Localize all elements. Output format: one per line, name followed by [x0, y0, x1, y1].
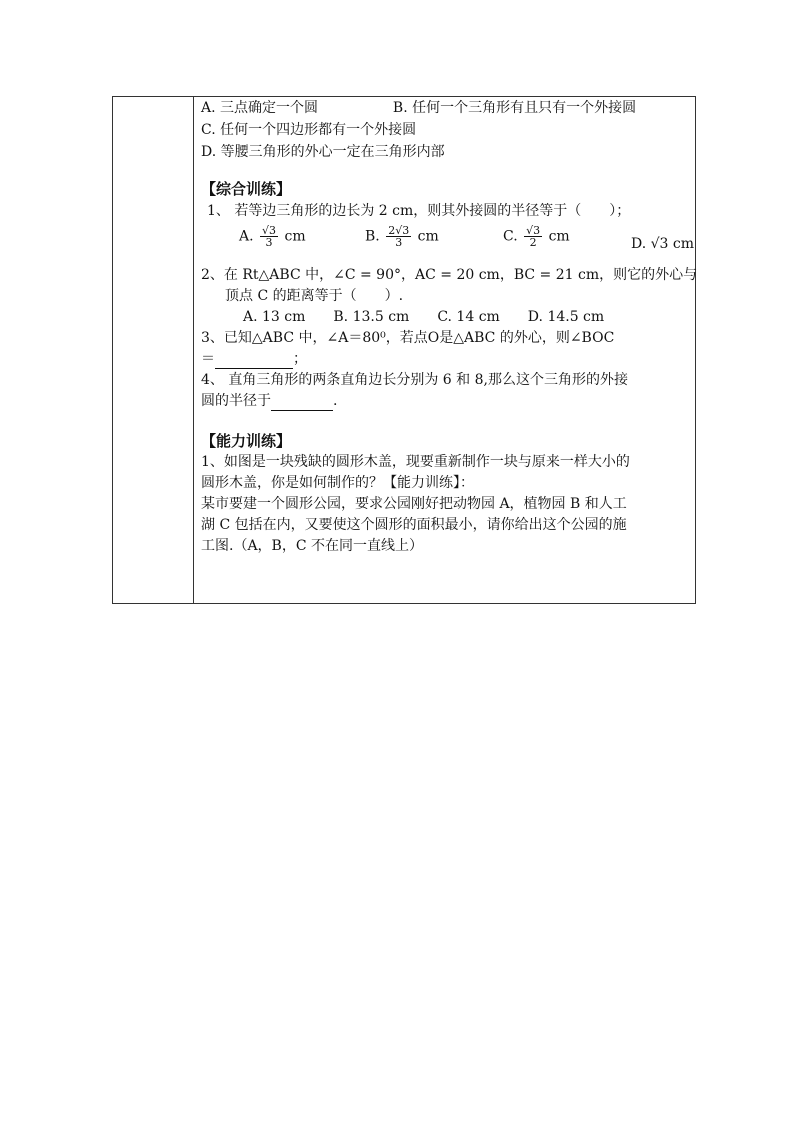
q1-a-unit: cm	[284, 228, 306, 245]
choice-a: A. 三点确定一个圆	[201, 100, 319, 116]
q3-answer-blank[interactable]	[215, 354, 293, 369]
q1-d-value: √3	[650, 236, 669, 252]
q1-a-label: A.	[239, 228, 254, 245]
section-title-ability: 【能力训练】	[201, 432, 292, 450]
choice-c: C. 任何一个四边形都有一个外接圆	[201, 122, 417, 138]
q1-c-label: C.	[503, 228, 518, 245]
q1-option-d	[631, 234, 694, 254]
q1-d-unit: cm	[672, 236, 695, 252]
q3-line-1: 3、已知△ABC 中，∠A＝80⁰，若点O是△ABC 的外心，则∠BOC	[201, 330, 615, 346]
ability-line-3: 某市要建一个圆形公园，要求公园刚好把动物园 A，植物园 B 和人工	[201, 496, 627, 512]
column-divider	[193, 97, 194, 603]
q2-line-1: 2、在 Rt△ABC 中，∠C = 90°，AC = 20 cm，BC = 21 cm，则它的外心与	[201, 267, 698, 283]
q1-b-label: B.	[365, 228, 380, 245]
q1-b-unit: cm	[417, 228, 439, 245]
choice-b: B. 任何一个三角形有且只有一个外接圆	[392, 100, 637, 116]
ability-line-2: 圆形木盖，你是如何制作的？【能力训练】：	[201, 475, 474, 491]
q4-line-1: 4、 直角三角形的两条直角边长分别为 6 和 8,那么这个三角形的外接	[201, 372, 628, 388]
q1-options	[239, 225, 306, 261]
q4-period: .	[333, 393, 338, 409]
q1-option-b	[365, 225, 439, 248]
q1-text: 1、 若等边三角形的边长为 2 cm，则其外接圆的半径等于（ ）；	[207, 203, 631, 219]
q4-answer-blank[interactable]	[271, 396, 333, 411]
q1-b-numerator: 2√3	[388, 224, 410, 237]
q1-b-denominator: 3	[395, 236, 403, 249]
q1-b-fraction	[386, 225, 411, 248]
ability-line-5: 工图.（A，B，C 不在同一直线上）	[201, 538, 424, 554]
q1-c-numerator: √3	[526, 224, 541, 237]
ability-line-1: 1、如图是一块残缺的圆形木盖，现要重新制作一块与原来一样大小的	[201, 454, 630, 470]
q1-c-unit: cm	[548, 228, 570, 245]
q4-line-2	[201, 391, 337, 411]
q1-d-label: D.	[631, 236, 647, 252]
worksheet-table	[112, 96, 696, 604]
choice-d: D. 等腰三角形的外心一定在三角形内部	[201, 144, 445, 160]
q1-a-fraction	[260, 225, 278, 248]
section-title-comprehensive: 【综合训练】	[201, 180, 292, 198]
q1-c-denominator: 2	[529, 236, 537, 249]
q3-equals: ＝	[201, 351, 215, 367]
q1-a-denominator: 3	[265, 236, 273, 249]
q1-option-c	[503, 225, 570, 248]
q4-text: 圆的半径于	[201, 393, 271, 409]
q1-c-fraction	[524, 225, 542, 248]
q1-a-numerator: √3	[262, 224, 277, 237]
prev-choices-line-1	[201, 98, 636, 118]
q2-line-2: 顶点 C 的距离等于（ ）.	[225, 288, 404, 304]
ability-line-4: 湖 C 包括在内，又要使这个圆形的面积最小，请你给出这个公园的施	[201, 517, 627, 533]
q3-line-2: ＝ ；	[201, 351, 307, 367]
q2-options: A. 13 cm B. 13.5 cm C. 14 cm D. 14.5 cm	[243, 309, 605, 325]
